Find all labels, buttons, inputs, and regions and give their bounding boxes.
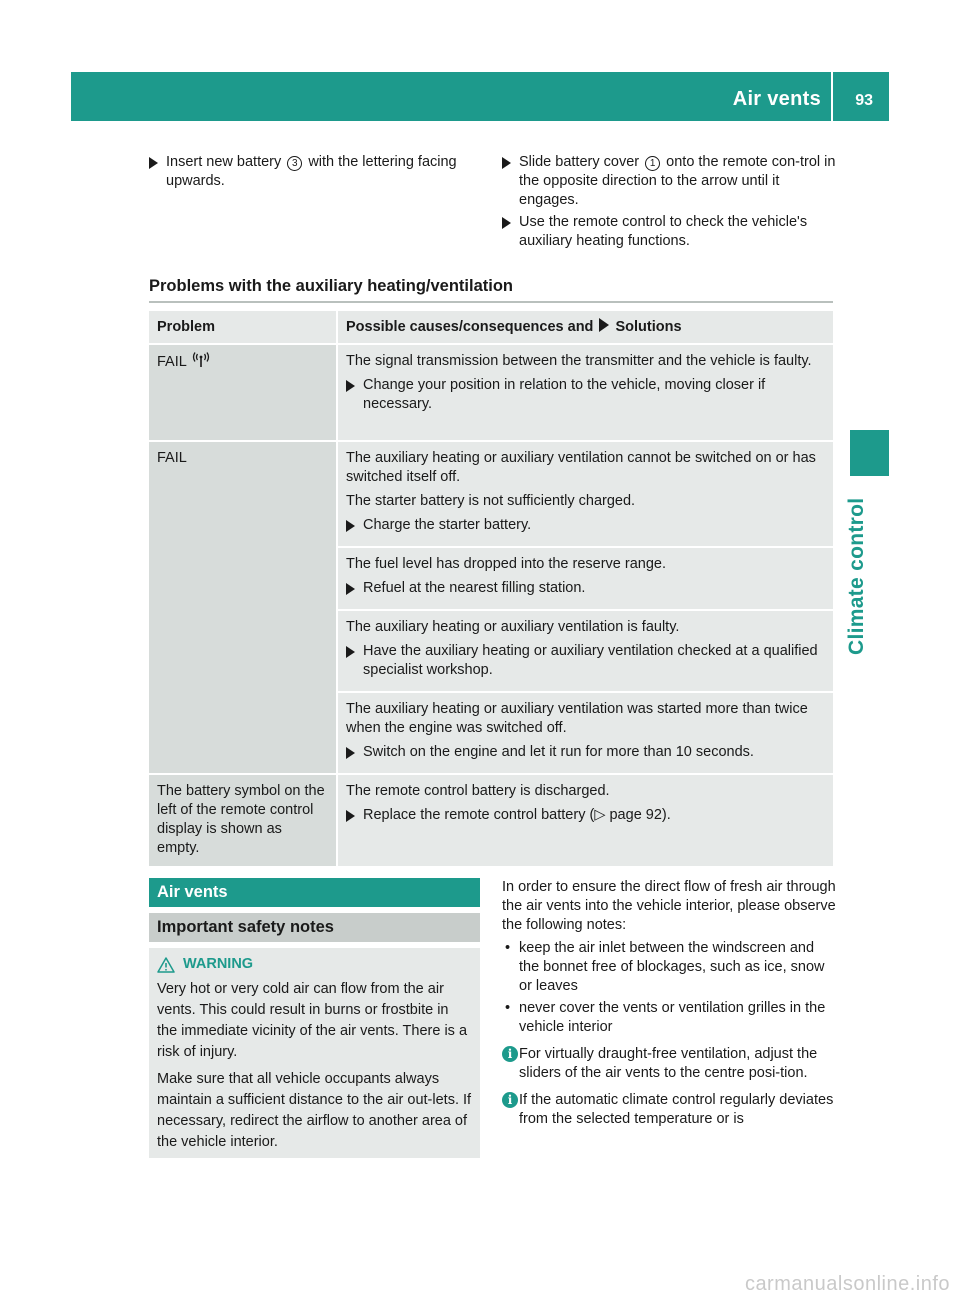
cause-text: The starter battery is not sufficiently charged. [346, 493, 636, 509]
info-icon: i [502, 1046, 518, 1062]
side-tab-block [850, 430, 889, 476]
intro-paragraph: In order to ensure the direct flow of fresh air through the air vents into the vehicle interior, please observe the following notes: [502, 879, 836, 933]
solution-cell [337, 610, 833, 692]
list-item [502, 999, 836, 1037]
cause-text: The auxiliary heating or auxiliary ventilation cannot be switched on or has switched itself off. [346, 450, 816, 485]
callout-number-icon: 1 [645, 156, 660, 171]
problem-cell [149, 344, 337, 441]
header-text: Possible causes/consequences and [346, 319, 594, 335]
step-arrow-icon [502, 217, 511, 229]
warning-text: Very hot or very cold air can flow from the air vents. This could result in burns or frostbite in the immediate vicinity of the air vents. There is a risk of injury. [157, 981, 468, 1060]
bullet-icon: • [505, 1000, 511, 1016]
step-text: Charge the starter battery. [363, 517, 532, 533]
step-text: Change your position in relation to the vehicle, moving closer if necessary. [363, 377, 766, 412]
page-header [71, 72, 889, 121]
warning-box [149, 948, 480, 1158]
solution-step [346, 642, 825, 680]
solution-cell [337, 441, 833, 547]
watermark: carmanualsonline.info [744, 1273, 950, 1295]
step-text: Slide battery cover [519, 154, 640, 170]
step-arrow-icon [346, 646, 355, 658]
step-text: Switch on the engine and let it run for more than 10 seconds. [363, 744, 754, 760]
air-vents-right-column [502, 878, 836, 1129]
table-row [149, 774, 833, 867]
problem-text: FAIL [157, 354, 187, 370]
solution-cell [337, 344, 833, 441]
section-title: Problems with the auxiliary heating/ventilation [149, 277, 513, 295]
step-text: onto the remote con-trol in the opposite direction to the arrow until it engages. [519, 154, 836, 208]
intro-left-column [149, 153, 484, 194]
list-item [502, 939, 836, 996]
solution-arrow-icon [599, 318, 609, 332]
column-header-problem: Problem [149, 311, 337, 344]
header-title: Air vents [732, 88, 821, 110]
intro-right-column [502, 153, 836, 254]
side-tab-label: Climate control [845, 497, 868, 655]
section-divider [149, 301, 833, 303]
step-text: with the lettering facing upwards. [166, 154, 457, 189]
step-arrow-icon [346, 810, 355, 822]
info-text: If the automatic climate control regularly deviates from the selected temperature or is [519, 1092, 834, 1127]
table-header-row [149, 311, 833, 344]
cause-text: The auxiliary heating or auxiliary ventilation is faulty. [346, 619, 680, 635]
info-icon: i [502, 1092, 518, 1108]
cause-text: The remote control battery is discharged. [346, 783, 610, 799]
step-text: Insert new battery [166, 154, 282, 170]
page-number: 93 [855, 92, 873, 109]
page-reference-link[interactable]: page 92). [605, 807, 671, 823]
step-arrow-icon [149, 157, 158, 169]
header-text: Solutions [615, 319, 682, 335]
problem-cell: The battery symbol on the left of the remote control display is shown as empty. [149, 774, 337, 867]
solution-step [346, 579, 825, 598]
list-item-text: keep the air inlet between the windscreen and the bonnet free of blockages, such as ice, snow or leaves [519, 940, 825, 994]
step-arrow-icon [346, 380, 355, 392]
cause-text: The signal transmission between the transmitter and the vehicle is faulty. [346, 353, 812, 369]
table-row [149, 344, 833, 441]
page-reference-icon: ▷ [594, 807, 606, 823]
list-item-text: never cover the vents or ventilation grilles in the vehicle interior [519, 1000, 826, 1035]
bullet-icon: • [505, 940, 511, 956]
safety-notes-subtitle: Important safety notes [149, 913, 480, 942]
air-vents-section-title: Air vents [149, 878, 480, 907]
step-text: Refuel at the nearest filling station. [363, 580, 586, 596]
solution-step [346, 743, 825, 762]
column-header-solutions [337, 311, 833, 344]
info-text: For virtually draught-free ventilation, adjust the sliders of the air vents to the centre posi-tion. [519, 1046, 818, 1081]
instruction-step [502, 213, 836, 251]
cause-text: The fuel level has dropped into the reserve range. [346, 556, 667, 572]
warning-label: WARNING [183, 956, 254, 972]
solution-cell [337, 692, 833, 774]
problems-table [149, 311, 833, 868]
solution-step [346, 806, 825, 825]
step-text: Use the remote control to check the vehicle's auxiliary heating functions. [519, 214, 808, 249]
header-separator [831, 72, 833, 121]
step-arrow-icon [346, 747, 355, 759]
step-arrow-icon [346, 583, 355, 595]
warning-heading [157, 954, 472, 975]
warning-triangle-icon [157, 957, 175, 973]
callout-number-icon: 3 [287, 156, 302, 171]
step-arrow-icon [346, 520, 355, 532]
solution-step [346, 516, 825, 535]
cause-text: The auxiliary heating or auxiliary ventilation was started more than twice when the engine was switched off. [346, 701, 808, 736]
instruction-step [149, 153, 484, 191]
solution-cell [337, 547, 833, 610]
problem-cell: FAIL [149, 441, 337, 774]
step-text: Have the auxiliary heating or auxiliary ventilation checked at a qualified specialist workshop. [363, 643, 818, 678]
table-row [149, 441, 833, 547]
instruction-step [502, 153, 836, 210]
step-arrow-icon [502, 157, 511, 169]
step-text: Replace the remote control battery ( [363, 807, 595, 823]
solution-step [346, 376, 825, 414]
info-note [502, 1045, 836, 1083]
warning-text: Make sure that all vehicle occupants always maintain a sufficient distance to the air out-lets. If necessary, redirect the airflow to another area of the vehicle interior. [157, 1071, 472, 1150]
info-note [502, 1091, 836, 1129]
antenna-icon [192, 352, 210, 368]
solution-cell [337, 774, 833, 867]
